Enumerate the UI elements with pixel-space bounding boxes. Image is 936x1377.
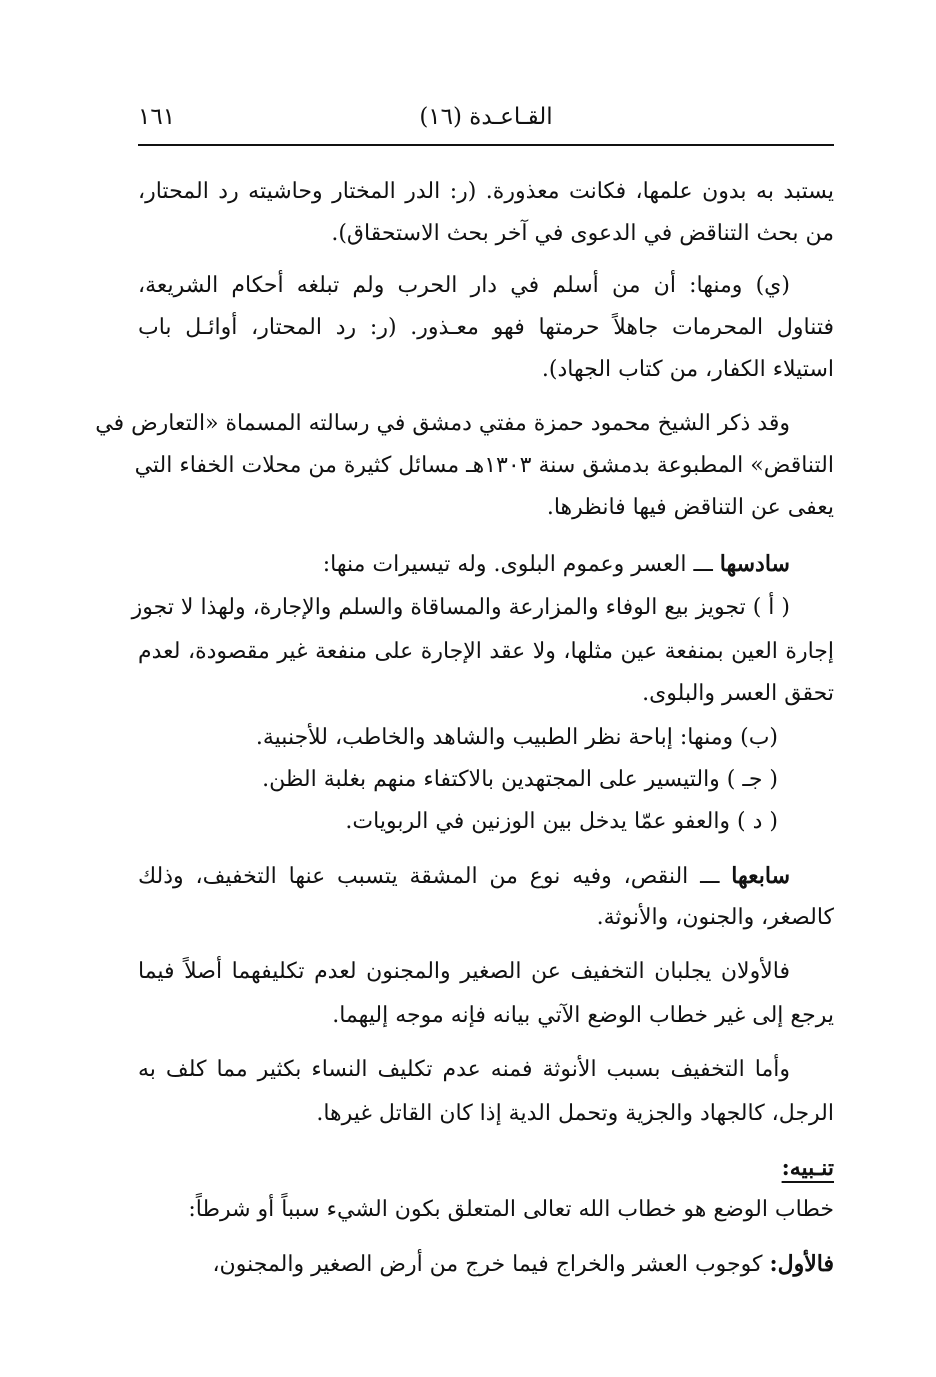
text-span: النقص، وفيه نوع من المشقة يتسبب عنها التخفيف، وذلك bbox=[138, 864, 689, 889]
text-line: يستبد به بدون علمها، فكانت معذورة. (ر: الدر المختار وحاشيته رد المحتار، bbox=[138, 179, 834, 204]
text-line: كالصغر، والجنون، والأنوثة. bbox=[596, 905, 834, 930]
running-header bbox=[138, 94, 834, 146]
text-span: كوجوب العشر والخراج فيما خرج من أرض الصغير والمجنون، bbox=[212, 1252, 763, 1277]
text-line: ( أ ) تجويز بيع الوفاء والمزارعة والمساقاة والسلم والإجارة، ولهذا لا تجوز bbox=[131, 595, 790, 620]
section-sixth-line bbox=[138, 544, 834, 585]
text-line: خطاب الوضع هو خطاب الله تعالى المتعلق بكون الشيء سبباً أو شرطاً: bbox=[188, 1197, 834, 1222]
text-line: وأما التخفيف بسبب الأنوثة فمنه عدم تكليف النساء بكثير مما كلف به bbox=[138, 1057, 790, 1082]
dash: ـــ bbox=[686, 552, 720, 577]
chapter-title: القـاعـدة (١٦) bbox=[419, 104, 553, 130]
text-line: ( د ) والعفو عمّا يدخل بين الوزنين في الربويات. bbox=[345, 809, 778, 834]
note-heading bbox=[138, 1148, 834, 1189]
text-line: يرجع إلى غير خطاب الوضع الآتي بيانه فإنه موجه إليهما. bbox=[332, 1003, 834, 1028]
text-line: يعفى عن التناقض فيها فانظرها. bbox=[546, 495, 834, 520]
page-number: ١٦١ bbox=[138, 104, 176, 130]
note-label: تنـبيه: bbox=[781, 1155, 834, 1181]
section-label-sixth: سادسها bbox=[719, 551, 790, 577]
text-line: (ب) ومنها: إباحة نظر الطبيب والشاهد والخاطب، للأجنبية. bbox=[255, 725, 778, 750]
text-line: الرجل، كالجهاد والجزية وتحمل الدية إذا كان القاتل غيرها. bbox=[316, 1101, 834, 1126]
text-line: وقد ذكر الشيخ محمود حمزة مفتي دمشق في رسالته المسماة «التعارض في bbox=[95, 411, 790, 436]
text-line: تحقق العسر والبلوى. bbox=[642, 681, 834, 706]
text-line: من بحث التناقض في الدعوى في آخر بحث الاستحقاق). bbox=[331, 221, 834, 246]
text-line: فالأولان يجلبان التخفيف عن الصغير والمجنون لعدم تكليفهما أصلاً فيما bbox=[138, 959, 790, 984]
text-line: (ي) ومنها: أن من أسلم في دار الحرب ولم تبلغه أحكام الشريعة، bbox=[138, 273, 790, 298]
text-line: إجارة العين بمنفعة عين مثلها، ولا عقد الإجارة على منفعة غير مقصودة، لعدم bbox=[138, 639, 834, 664]
text-line: فتناول المحرمات جاهلاً حرمتها فهو معـذور. (ر: رد المحتار، أوائـل باب bbox=[138, 315, 834, 340]
first-item-line bbox=[194, 1244, 834, 1285]
first-label: فالأول: bbox=[769, 1251, 834, 1277]
dash: ـــ bbox=[688, 864, 732, 889]
text-line: استيلاء الكفار، من كتاب الجهاد). bbox=[541, 357, 834, 382]
text-span: العسر وعموم البلوى. وله تيسيرات منها: bbox=[322, 552, 687, 577]
section-label-seventh: سابعها bbox=[731, 863, 790, 889]
section-seventh-line bbox=[138, 856, 834, 897]
text-line: ( جـ ) والتيسير على المجتهدين بالاكتفاء منهم بغلبة الظن. bbox=[262, 767, 778, 792]
text-line: التناقض» المطبوعة بدمشق سنة ١٣٠٣هـ مسائل كثيرة من محلات الخفاء التي bbox=[134, 453, 834, 478]
